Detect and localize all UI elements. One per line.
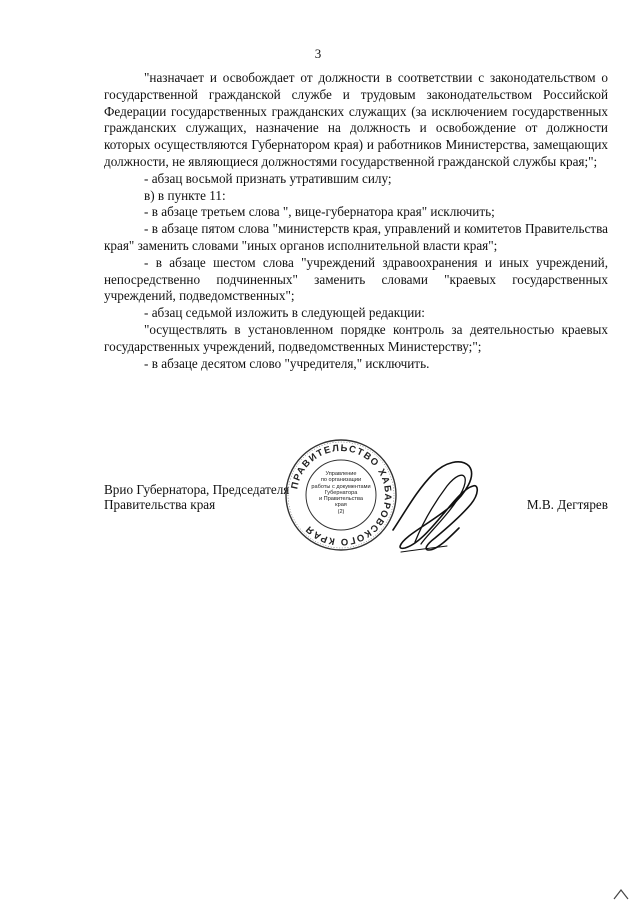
paragraph: - в абзаце шестом слова "учреждений здравоохранения и иных учреждений, непосредственно подчиненных" заменить словами "краевых государственных учреждений, подведомственных"; (104, 254, 608, 304)
signatory-position-line2: Правительства края (104, 497, 216, 512)
paragraph: "назначает и освобождает от должности в соответствии с законодательством о государственной гражданской службе и трудовым законодательством Российской Федерации государственных гражданских служащих (за исключением государственных гражданских служащих, назначение на должность и освобождение от должности которых осуществляются Губернатором края) и работников Министерства, замещающих должности, не являющиеся должностями государственной гражданской службы края;"; (104, 70, 608, 169)
signatory-position-line1: Врио Губернатора, Председателя (104, 482, 290, 497)
paragraph: "осуществлять в установленном порядке контроль за деятельностью краевых государственных учреждений, подведомственных Министерству;"; (104, 321, 608, 354)
paragraph: - в абзаце пятом слова "министерств края, управлений и комитетов Правительства края" заменить словами "иных органов исполнительной власти края"; (104, 221, 608, 253)
signatory-position (104, 482, 289, 512)
seal-ring-text: ПРАВИТЕЛЬСТВО ХАБАРОВСКОГО КРАЯ (289, 442, 394, 548)
seal-center-text: Управление по организации работы с документами Губернатора и Правительства края (2) (311, 471, 371, 515)
paragraph: - в абзаце десятом слово "учредителя," исключить. (144, 355, 430, 371)
paragraph: - абзац седьмой изложить в следующей редакции: (144, 305, 425, 321)
document-body (104, 70, 608, 372)
corner-scan-mark (612, 887, 630, 901)
signatory-name: М.В. Дегтярев (526, 497, 608, 512)
paragraph: в) в пункте 11: (144, 187, 226, 203)
paragraph: - в абзаце третьем слова ", вице-губернатора края" исключить; (144, 204, 495, 220)
handwritten-signature (375, 452, 490, 567)
paragraph: - абзац восьмой признать утратившим силу; (144, 170, 392, 186)
page-number: 3 (314, 46, 322, 61)
